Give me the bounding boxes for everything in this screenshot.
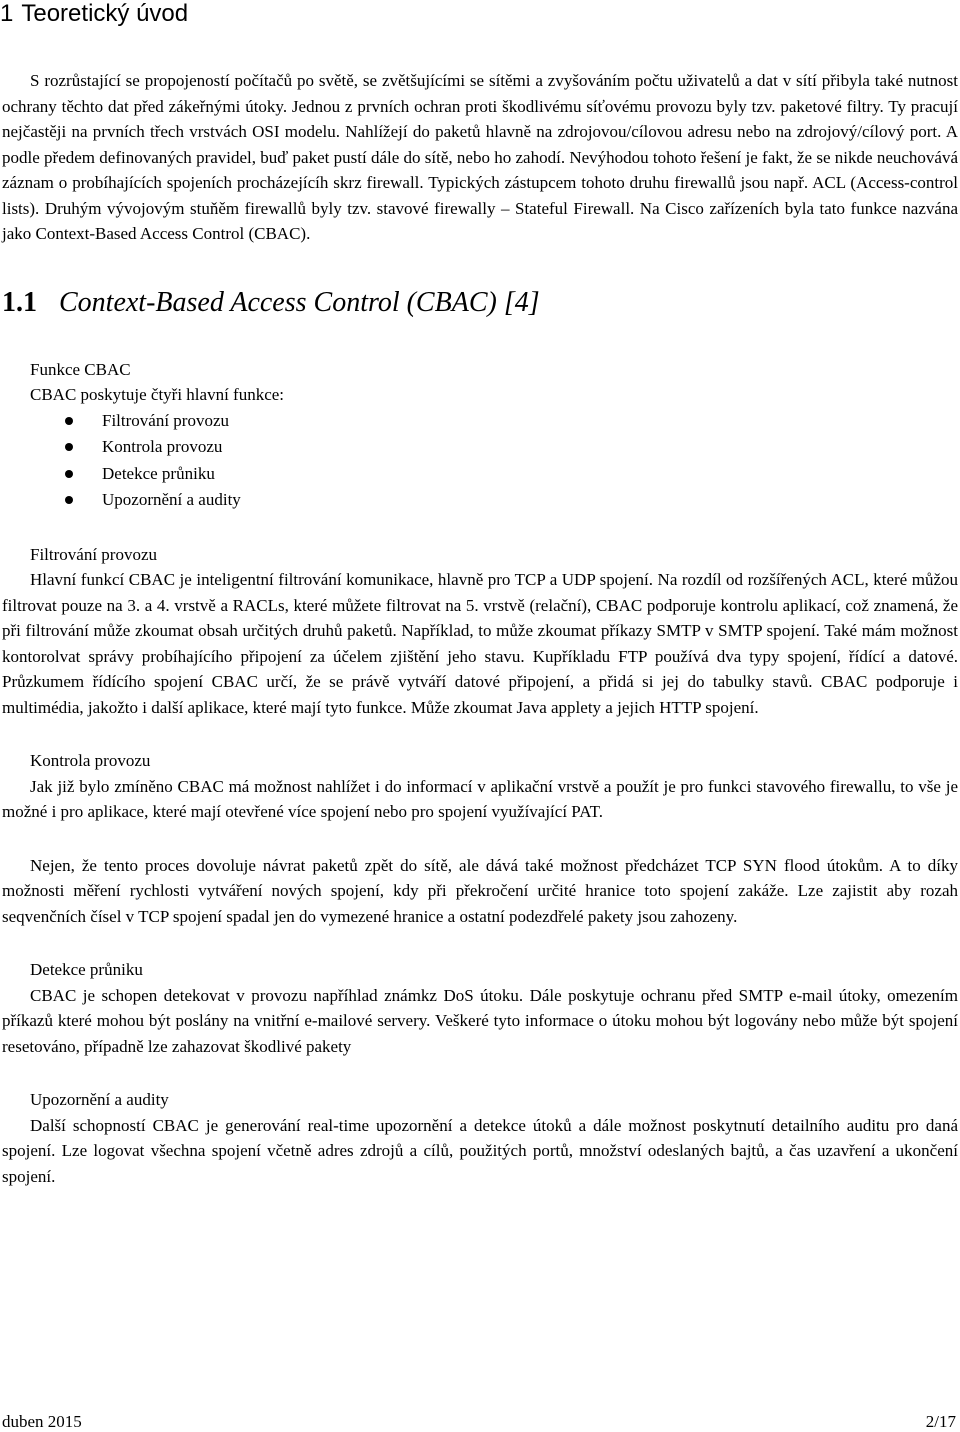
list-item-text: Detekce průniku — [102, 463, 215, 483]
inspection-paragraph-2: Nejen, že tento proces dovoluje návrat paketů zpět do sítě, ale dává také možnost předcházet TCP SYN flood útokům. A to díky možnosti měření rychlosti vytváření nových spojení, kdy při překročení určité hranice toto spojení zakáže. Lze zajistit aby rozah seqvenčních čísel v TCP spojení spadal jen do vymezené hranice a ostatní podezdřelé pakety jsou zahozeny. — [2, 855, 958, 926]
inspection-label: Kontrola provozu — [30, 751, 151, 770]
spacer — [2, 1059, 958, 1087]
list-item — [102, 434, 958, 461]
bullet-icon — [65, 470, 73, 478]
heading-2-title: Context-Based Access Control (CBAC) [4] — [59, 286, 540, 318]
list-item — [102, 461, 958, 488]
filtering-paragraph: Hlavní funkcí CBAC je inteligentní filtrování komunikace, hlavně pro TCP a UDP spojení. Na rozdíl od rozšířených ACL, které můžou filtrovat pouze na 3. a 4. vrstvě a RACLs, které můžete filtrovat na 5. vrstvě (relační), CBAC podporuje kontrolu aplikací, což znamená, že při filtrování může zkoumat obsah určitých druhů paketů. Například, to může zkoumat příkazy SMTP v SMTP spojení. Také mám možnost kontorolvat správy probíhajícího připojení za účelem zjištění jeho stavu. Kupříkladu FTP používá dva typy spojení, řídící a datové. Průzkumem řídícího spojení CBAC určí, že se právě vytváří datové připojení, a přidá si jej do tabulky stavů. CBAC podporuje i multimédia, jakožto i další aplikace, které mají tyto funkce. Může zkoumat Java applety a jejich HTTP spojení. — [2, 570, 958, 717]
inspection-paragraph: Jak již bylo zmíněno CBAC má možnost nahlížet i do informací v aplikační vrstvě a použít je pro funkci stavového firewallu, to vše je možné i pro aplikace, které mají otevřené více spojení nebo pro spojení využívající PAT. — [2, 776, 958, 821]
filtering-label: Filtrování provozu — [30, 544, 158, 564]
detection-label: Detekce průniku — [30, 960, 143, 979]
heading-1-number: 1 — [0, 0, 14, 27]
list-item-text: Kontrola provozu — [102, 437, 223, 456]
intro-paragraph: S rozrůstající se propojeností počítačů po světě, se zvětšujícími se sítěmi a zvyšováním počtu uživatelů a dat v sítí přibyla také nutnost ochrany těchto dat před zákeřnými útoky. Jednou z prvních ochran proti škodlivému síťovému provozu byly tzv. paketové filtry. Ty pracují nejčastěji na prvních třech vrstvách OSI modelu. Nahlížejí do paketů hlavně na zdrojovou/cílovou adresu nebo na zdrojový/cílový port. A podle předem definovaných pravidel, buď paket pustí dále do sítě, nebo ho zahodí. Nevýhodou tohoto řešení je fakt, že se nikde neuchovává záznam o probíhajících spojeních procházejícíh skrz firewall. Typických zástupcem tohoto druhu firewallů jsou např. ACL (Access-control lists). Druhým vývojovým stuňěm firewallů byly tzv. stavové firewally – Stateful Firewall. Na Cisco zařízeních byla tato funkce nazvána jako Context-Based Access Control (CBAC). — [2, 71, 958, 243]
list-item — [102, 487, 958, 514]
functions-intro: CBAC poskytuje čtyři hlavní funkce: — [30, 385, 285, 404]
spacer — [2, 929, 958, 957]
list-item-text: Upozornění a audity — [102, 490, 241, 509]
alerts-paragraph: Další schopností CBAC je generování real-time upozornění a detekce útoků a dále možnost poskytnutí detailního auditu pro daná spojení. Lze logovat všechna spojení včetně adres zdrojů a cílů, použitých portů, množství odeslaných bajtů, a čas uzavření a ukončení spojení. — [2, 1115, 958, 1186]
spacer — [2, 825, 958, 853]
list-item — [102, 408, 958, 435]
bullet-icon — [65, 496, 73, 504]
footer-page-number: 2/17 — [925, 1412, 956, 1431]
document-body — [2, 68, 958, 1189]
functions-label: Funkce CBAC — [30, 359, 131, 379]
list-item-text: Filtrování provozu — [102, 410, 230, 430]
heading-1 — [0, 0, 188, 28]
bullet-icon — [65, 443, 73, 451]
spacer — [2, 514, 958, 542]
alerts-label: Upozornění a audity — [30, 1090, 169, 1109]
detection-paragraph: CBAC je schopen detekovat v provozu napříhlad známkz DoS útoku. Dále poskytuje ochranu před SMTP e-mail útoky, omezením příkazů které mohou být poslány na vnitřní e-mailové servery. Veškeré tyto informace o útoku mohou být logovány nebo může být spojení resetováno, případně lze zahazovat škodlivé pakety — [2, 985, 958, 1056]
heading-2 — [2, 287, 958, 319]
functions-list — [2, 408, 958, 514]
bullet-icon — [65, 417, 73, 425]
footer-date: duben 2015 — [2, 1412, 82, 1431]
heading-2-number: 1.1 — [2, 286, 37, 318]
spacer — [2, 720, 958, 748]
heading-1-title: Teoretický úvod — [21, 0, 189, 27]
